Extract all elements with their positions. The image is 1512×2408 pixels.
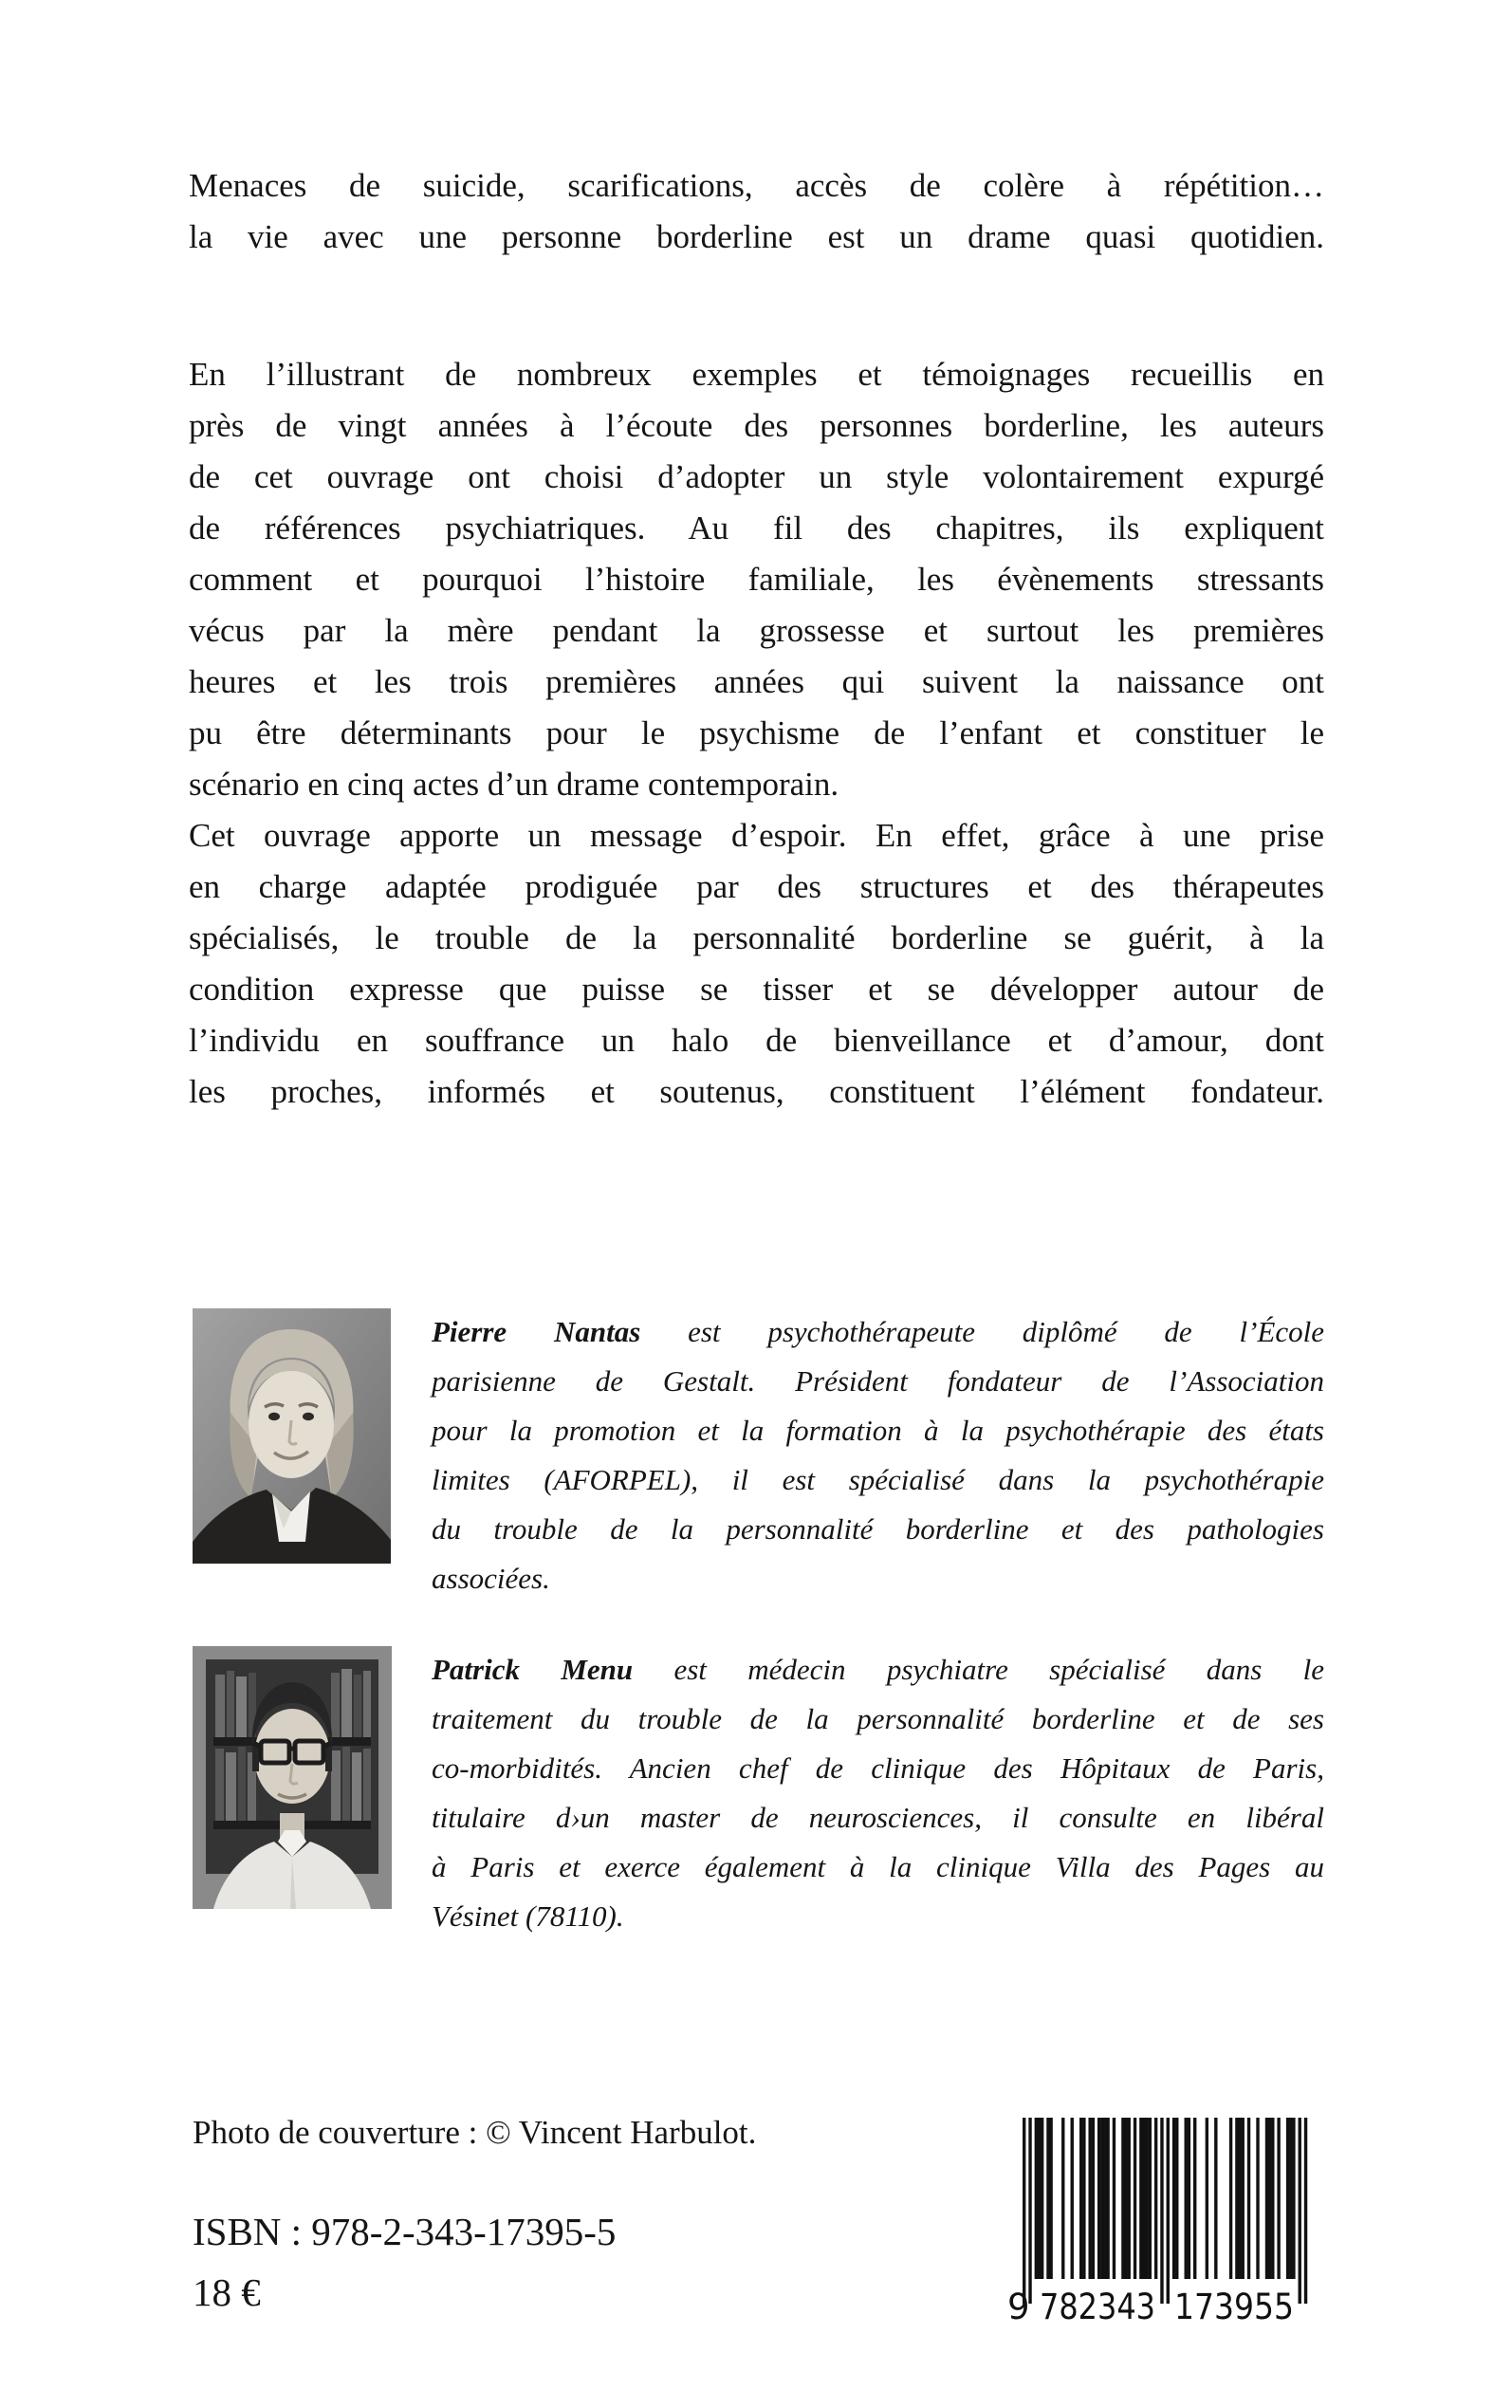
portrait-illustration [193,1646,392,1909]
author-bio-patrick-menu [432,1645,1324,1941]
author-bio-first-line [432,1645,1324,1695]
barcode-graphic [1004,2118,1311,2323]
synopsis [189,160,1324,1118]
synopsis-paragraph-1: Menaces de suicide, scarifications, accès de colère à répétition… la vie avec une personne borderline est un drame quasi quotidien. [189,167,1324,255]
author-photo-patrick-menu [193,1646,392,1909]
synopsis-paragraph-2: En l’illustrant de nombreux exemples et témoignages recueillis en près de vingt années à l’écoute des personnes borderline, les auteurs de cet ouvrage ont choisi d’adopter un style volontairement expurgé de références psychiatriques. Au fil des chapitres, ils expliquent comment et pourquoi l’histoire familiale, les évènements stressants vécus par la mère pendant la grossesse et surtout les premières heures et les trois premières années qui suivent la naissance ont pu être déterminants pour le psychisme de l’enfant et constituer le scénario en cinq actes d’un drame contemporain. [189,356,1324,803]
author-name: Patrick Menu [432,1653,634,1686]
barcode-digits-right: 173955 [1174,2287,1294,2323]
synopsis-paragraph-3: Cet ouvrage apporte un message d’espoir. En effet, grâce à une prise en charge adaptée prodiguée par des structures et des thérapeutes spécialisés, le trouble de la personnalité borderline se guérit, à la condition expresse que puisse se tisser et se développer autour de l’individu en souffrance un halo de bienveillance et d’amour, dont les proches, informés et soutenus, constituent l’élément fondateur. [189,817,1324,1110]
portrait-illustration [193,1308,391,1564]
barcode-ean13 [1004,2118,1311,2323]
author-bio-text: est psychothérapeute diplômé de l’École [688,1315,1324,1348]
author-bio-lines: parisienne de Gestalt. Président fondateur de l’Association pour la promotion et la formation à la psychothérapie des états limites (AFORPEL), il est spécialisé dans la psychothérapie du trouble de la personnalité borderline et des pathologies associées. [432,1364,1324,1595]
author-bio-first-line [432,1307,1324,1357]
barcode-digit-first: 9 [1007,2287,1030,2323]
cover-photo-credit: Photo de couverture : © Vincent Harbulot. [193,2114,757,2151]
author-bio-pierre-nantas [432,1307,1324,1603]
isbn-line: ISBN : 978-2-343-17395-5 [193,2210,617,2253]
barcode-digits-left: 782343 [1040,2287,1155,2323]
author-name: Pierre Nantas [432,1315,641,1348]
author-photo-pierre-nantas [193,1308,391,1564]
author-bio-text: est médecin psychiatre spécialisé dans le [673,1653,1325,1686]
author-bio-lines: traitement du trouble de la personnalité borderline et de ses co-morbidités. Ancien chef de clinique des Hôpitaux de Paris, titulaire d›un master de neurosciences, il consulte en libéral à Paris et exerce également à la clinique Villa des Pages au Vésinet (78110). [432,1702,1324,1933]
price: 18 € [193,2270,261,2314]
